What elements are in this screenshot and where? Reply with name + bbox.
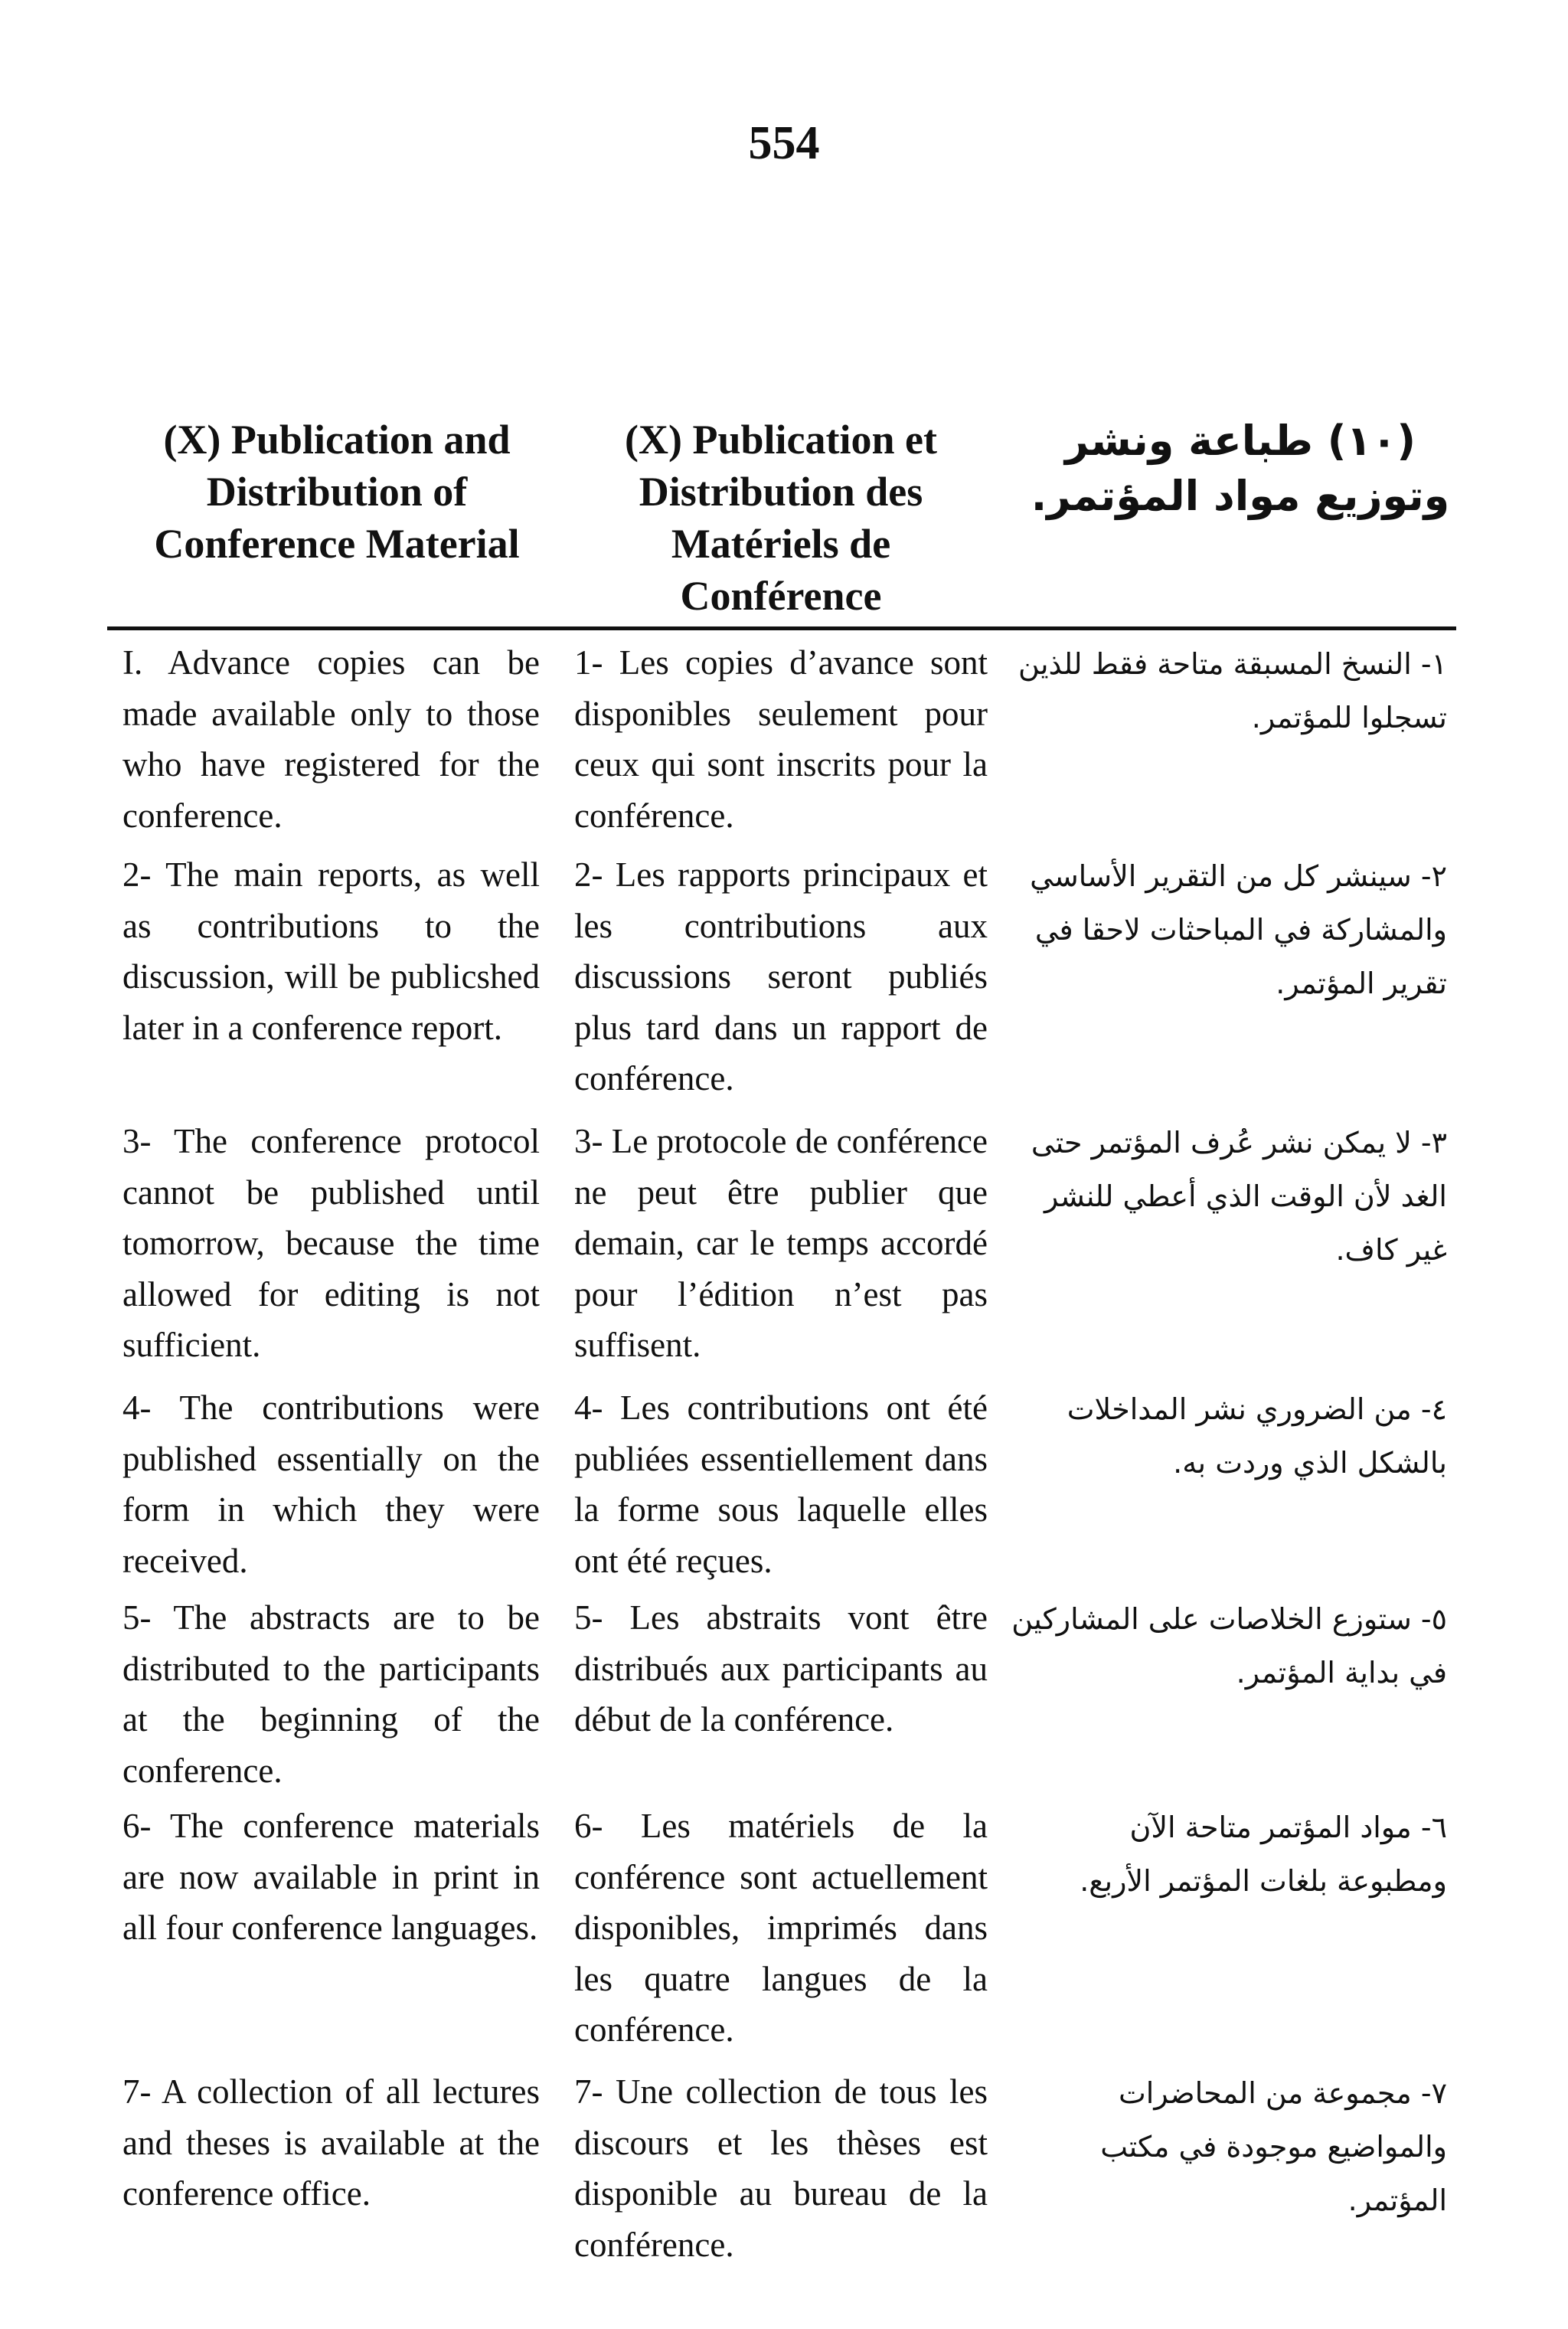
table-row bbox=[122, 637, 1470, 849]
page-number: 554 bbox=[748, 117, 820, 169]
table-row bbox=[122, 849, 1470, 1116]
row-6-arabic: ٦- مواد المؤتمر متاحة الآن ومطبوعة بلغات المؤتمر الأربع. bbox=[1080, 1811, 1447, 1898]
row-7-english: 7- A collection of all lectures and theses is available at the conference office. bbox=[122, 2072, 540, 2213]
row-3-english: 3- The conference protocol cannot be published until tomorrow, because the time allowed for editing is not sufficient. bbox=[122, 1122, 540, 1364]
row-2-arabic: ٢- سينشر كل من التقرير الأساسي والمشاركة في المباحثات لاحقا في تقرير المؤتمر. bbox=[1030, 859, 1447, 1000]
table-row bbox=[122, 1592, 1470, 1801]
trilingual-table bbox=[122, 637, 1470, 2281]
row-7-arabic: ٧- مجموعة من المحاضرات والمواضيع موجودة في مكتب المؤتمر. bbox=[1100, 2076, 1447, 2217]
row-5-english: 5- The abstracts are to be distributed to the participants at the beginning of the conference. bbox=[122, 1598, 540, 1790]
row-3-french: 3- Le protocole de conférence ne peut être publier que demain, car le temps accordé pour l’édition n’est pas suffisent. bbox=[574, 1122, 988, 1364]
row-2-french: 2- Les rapports principaux et les contributions aux discussions seront publiés plus tard dans un rapport de conférence. bbox=[574, 855, 988, 1097]
header-english: (X) Publication and Distribution of Conference Material bbox=[154, 417, 520, 567]
row-1-english: I. Advance copies can be made available only to those who have registered for the conference. bbox=[122, 643, 540, 835]
row-2-english: 2- The main reports, as well as contributions to the discussion, will be publicshed later in a conference report. bbox=[122, 855, 540, 1047]
table-row bbox=[122, 1382, 1470, 1592]
row-4-arabic: ٤- من الضروري نشر المداخلات بالشكل الذي وردت به. bbox=[1067, 1392, 1447, 1480]
row-5-french: 5- Les abstraits vont être distribués aux participants au début de la conférence. bbox=[574, 1598, 988, 1739]
row-3-arabic: ٣- لا يمكن نشر عُرف المؤتمر حتى الغد لأن الوقت الذي أعطي للنشر غير كاف. bbox=[1031, 1126, 1447, 1267]
table-row bbox=[122, 2066, 1470, 2281]
header-divider bbox=[107, 626, 1456, 630]
row-1-arabic: ١- النسخ المسبقة متاحة فقط للذين تسجلوا للمؤتمر. bbox=[1018, 647, 1447, 734]
row-7-french: 7- Une collection de tous les discours et les thèses est disponible au bureau de la conférence. bbox=[574, 2072, 988, 2264]
row-6-english: 6- The conference materials are now available in print in all four conference languages. bbox=[122, 1807, 540, 1947]
header-french: (X) Publication et Distribution des Matériels de Conférence bbox=[625, 417, 937, 619]
row-6-french: 6- Les matériels de la conférence sont actuellement disponibles, imprimés dans les quatre langues de la conférence. bbox=[574, 1807, 988, 2049]
row-1-french: 1- Les copies d’avance sont disponibles seulement pour ceux qui sont inscrits pour la conférence. bbox=[574, 643, 988, 835]
header-arabic: (١٠) طباعة ونشر وتوزيع مواد المؤتمر. bbox=[1031, 417, 1450, 520]
table-row bbox=[122, 1801, 1470, 2066]
table-row bbox=[122, 1116, 1470, 1382]
row-5-arabic: ٥- ستوزع الخلاصات على المشاركين في بداية المؤتمر. bbox=[1011, 1602, 1447, 1690]
row-4-english: 4- The contributions were published essentially on the form in which they were received. bbox=[122, 1389, 540, 1580]
row-4-french: 4- Les contributions ont été publiées essentiellement dans la forme sous laquelle elles ont été reçues. bbox=[574, 1389, 988, 1580]
